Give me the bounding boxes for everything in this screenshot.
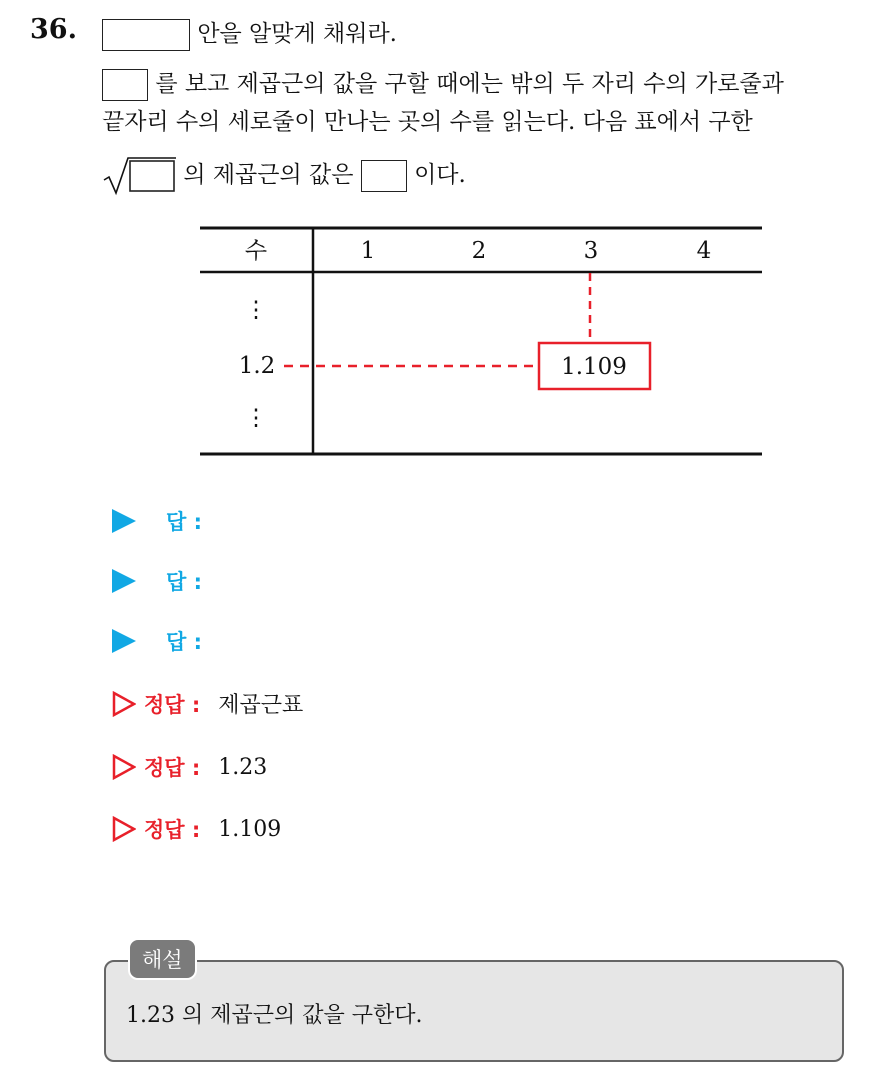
outline-triangle-icon (112, 816, 136, 842)
answer-row-3[interactable] (112, 626, 202, 656)
question-line-4 (102, 156, 466, 196)
explanation-text: 1.23 의 제곱근의 값을 구한다. (126, 1003, 423, 1028)
correct-row-3 (112, 814, 281, 844)
table-header-4: 4 (696, 238, 712, 264)
play-triangle-icon (112, 569, 136, 593)
table-row-ellipsis-top: ⋮ (244, 297, 268, 323)
play-triangle-icon (112, 629, 136, 653)
correct-value-3: 1.109 (218, 816, 282, 842)
question-line-3 (102, 104, 753, 140)
question-text-4b: 이다. (414, 162, 466, 188)
answer-blank-4[interactable] (361, 160, 407, 192)
table-header-3: 3 (583, 238, 599, 264)
table-header-2: 2 (471, 238, 487, 264)
question-line-2 (102, 66, 784, 102)
question-text-1: 안을 알맞게 채워라. (197, 21, 397, 47)
question-text-2: 를 보고 제곱근의 값을 구할 때에는 밖의 두 자리 수의 가로줄과 (155, 71, 784, 97)
answer-label-2: 답 : (166, 570, 202, 594)
answer-row-2[interactable] (112, 566, 202, 596)
table-header-1: 1 (360, 238, 376, 264)
question-number: 36. (30, 14, 77, 45)
answer-row-1[interactable] (112, 506, 202, 536)
table-header-su: 수 (244, 238, 268, 264)
play-triangle-icon (112, 509, 136, 533)
question-line-1 (102, 16, 397, 52)
answer-label-1: 답 : (166, 510, 202, 534)
outline-triangle-icon (112, 691, 136, 717)
correct-row-1 (112, 688, 303, 719)
answer-blank-2[interactable] (102, 69, 148, 101)
explanation-tag: 해설 (128, 938, 197, 980)
sqrt-expression (102, 156, 176, 196)
answer-label-3: 답 : (166, 630, 202, 654)
correct-value-2: 1.23 (218, 754, 268, 780)
correct-label-1: 정답 : (144, 692, 201, 717)
outline-triangle-icon (112, 754, 136, 780)
sqrt-symbol-icon (102, 156, 176, 196)
table-row-ellipsis-bottom: ⋮ (244, 405, 268, 431)
question-text-4a: 의 제곱근의 값은 (183, 162, 354, 188)
correct-value-1: 제곱근표 (218, 693, 304, 718)
correct-label-2: 정답 : (144, 756, 201, 780)
question-text-3: 끝자리 수의 세로줄이 만나는 곳의 수를 읽는다. 다음 표에서 구한 (102, 109, 753, 135)
highlight-cell-value: 1.109 (561, 354, 627, 380)
square-root-table (200, 225, 762, 457)
correct-row-2 (112, 752, 267, 782)
answer-blank-3[interactable] (130, 161, 174, 191)
correct-label-3: 정답 : (144, 818, 201, 842)
answer-blank-1[interactable] (102, 19, 190, 51)
table-row-label-1-2: 1.2 (238, 353, 276, 379)
